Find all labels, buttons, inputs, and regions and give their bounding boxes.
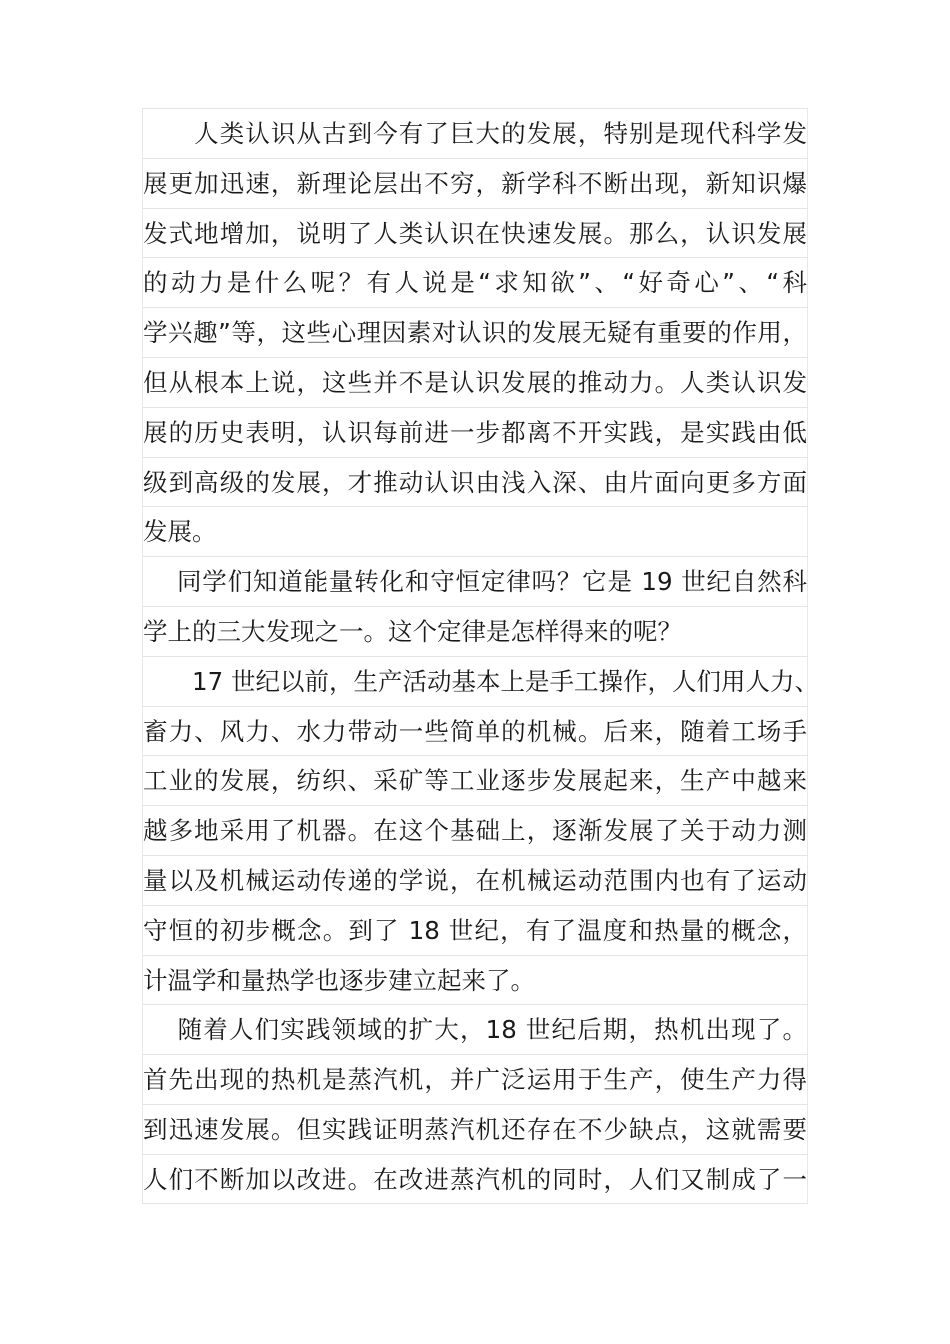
text-line: 发式地增加，说明了人类认识在快速发展。那么，认识发展 <box>142 208 808 258</box>
text-line: 守恒的初步概念。到了 18 世纪，有了温度和热量的概念， <box>142 905 808 955</box>
text-line: 学兴趣”等，这些心理因素对认识的发展无疑有重要的作用， <box>142 307 808 357</box>
text-line: 到迅速发展。但实践证明蒸汽机还存在不少缺点，这就需要 <box>142 1104 808 1154</box>
text-line: 畜力、风力、水力带动一些简单的机械。后来，随着工场手 <box>142 706 808 756</box>
text-line: 级到高级的发展，才推动认识由浅入深、由片面向更多方面 <box>142 457 808 507</box>
text-line: 发展。 <box>142 506 808 556</box>
text-line: 首先出现的热机是蒸汽机，并广泛运用于生产，使生产力得 <box>142 1054 808 1104</box>
body-text <box>142 108 819 1204</box>
text-line: 学上的三大发现之一。这个定律是怎样得来的呢？ <box>142 606 808 656</box>
text-line: 工业的发展，纺织、采矿等工业逐步发展起来，生产中越来 <box>142 755 808 805</box>
text-line: 展的历史表明，认识每前进一步都离不开实践，是实践由低 <box>142 407 808 457</box>
text-line: 17 世纪以前，生产活动基本上是手工操作，人们用人力、 <box>142 656 808 706</box>
text-line: 人们不断加以改进。在改进蒸汽机的同时，人们又制成了一 <box>142 1154 808 1204</box>
text-line: 但从根本上说，这些并不是认识发展的推动力。人类认识发 <box>142 357 808 407</box>
text-line: 人类认识从古到今有了巨大的发展，特别是现代科学发 <box>142 108 808 158</box>
text-line: 量以及机械运动传递的学说，在机械运动范围内也有了运动 <box>142 855 808 905</box>
text-line: 展更加迅速，新理论层出不穷，新学科不断出现，新知识爆 <box>142 158 808 208</box>
text-line: 的动力是什么呢？有人说是“求知欲”、“好奇心”、“科 <box>142 257 808 307</box>
text-line: 计温学和量热学也逐步建立起来了。 <box>142 955 808 1005</box>
text-line: 同学们知道能量转化和守恒定律吗？它是 19 世纪自然科 <box>142 556 808 606</box>
text-line: 随着人们实践领域的扩大，18 世纪后期，热机出现了。 <box>142 1004 808 1054</box>
text-line: 越多地采用了机器。在这个基础上，逐渐发展了关于动力测 <box>142 805 808 855</box>
